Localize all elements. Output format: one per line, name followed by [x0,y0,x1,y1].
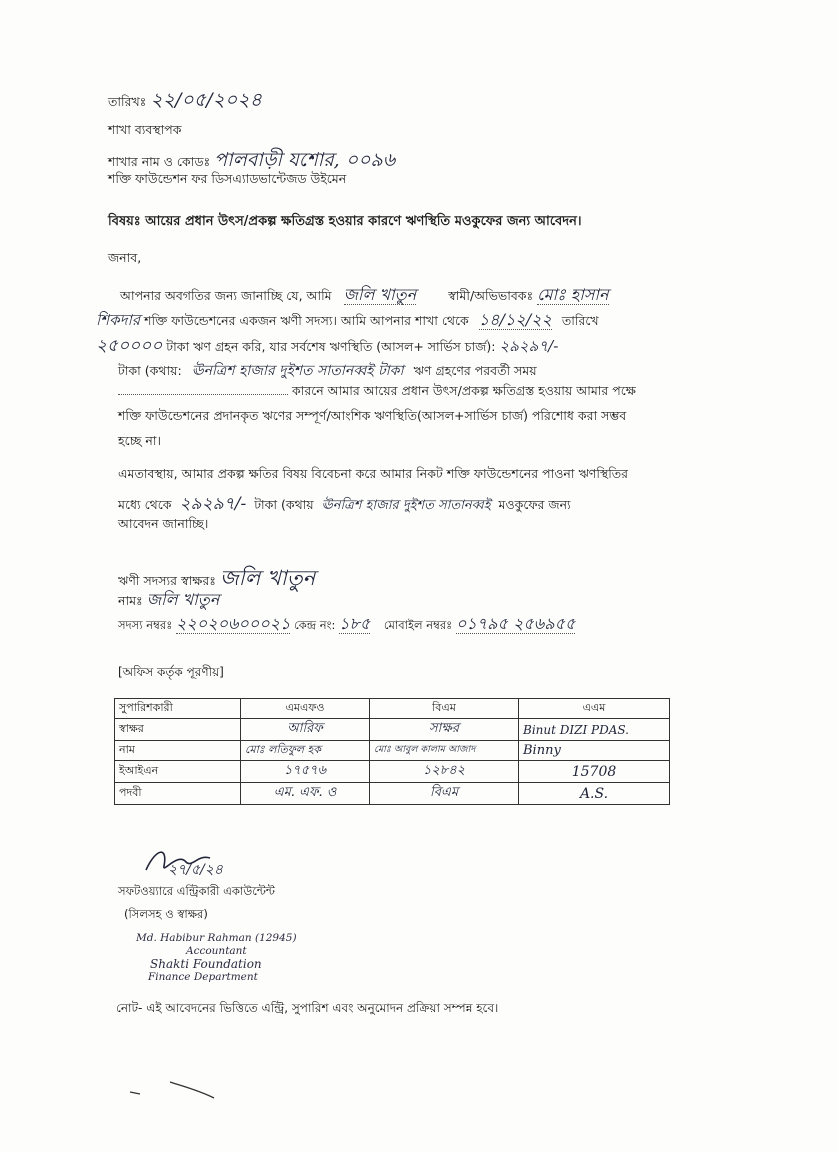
table-row [115,783,670,805]
para1-text-a: আপনার অবগতির জন্য জানাচ্ছি যে, আমি [120,288,332,303]
table-row [115,761,670,783]
member-id-label: সদস্য নম্বরঃ [118,618,173,632]
para1-line7: হচ্ছে না। [118,433,161,448]
loan-amount-handwritten: ২৫০০০০ [96,336,163,356]
recommendation-table [114,698,670,805]
member-ids-row [118,611,575,638]
pen-mark [120,1076,220,1106]
reason-blank [118,383,288,395]
branch-value: পালবাড়ী যশোর, ০০৯৬ [214,149,396,171]
balance-handwritten: ২৯২৯৭/- [499,337,559,355]
seal-note: (সিলসহ ও স্বাক্ষর) [124,907,208,921]
para1-line3 [96,333,558,361]
para1-line2 [96,307,599,334]
stamp-org: Shakti Foundation [150,957,262,971]
row-label: পদবী [115,783,241,805]
stamp-role: Accountant [186,945,247,957]
recipient-title: শাখা ব্যবস্থাপক [108,122,182,137]
member-signature: জলি খাতুন [219,566,316,590]
mfo-designation: এম. এফ. ও [241,783,370,805]
accountant-signature: ২৭/৫/২৪ [168,862,223,878]
row-label: ইআইএন [115,761,241,783]
para1-text-f: টাকা (কথায়: [118,363,182,378]
waive-words-handwritten: ঊনত্রিশ হাজার দুইশত সাতানব্বই [321,498,491,513]
guardian-surname-handwritten: শিকদার [96,311,141,329]
footer-note: নোট- এই আবেদনের ভিত্তিতে এন্ট্রি, সুপারিশ এবং অনুমোদন প্রক্রিয়া সম্পন্ন হবে। [116,1001,499,1015]
date-value: ২২/০৫/২০২৪ [150,89,262,111]
para2-text-c: টাকা (কথায় [254,497,314,512]
am-designation: A.S. [519,783,670,805]
member-name-row [118,587,219,614]
para1-text-d: তারিখে [561,313,599,328]
center-label: কেন্দ্র নং: [294,618,336,632]
waive-amount-handwritten: ২৯২৯৭/- [179,494,247,514]
table-row [115,741,670,761]
mfo-name: মোঃ লতিফুল হক [241,741,370,761]
member-name-handwritten: জলি খাতুন [343,285,417,304]
balance-words-handwritten: ঊনত্রিশ হাজার দুইশত সাতানব্বই টাকা [191,363,404,379]
bm-name: মোঃ আবুল কালাম আজাদ [370,741,519,761]
stamp-dept: Finance Department [148,971,258,983]
mobile-value: ০১৭৯৫ ২৫৬৯৫৫ [455,614,576,633]
header-cell: এমএফও [241,699,370,719]
header-cell: বিএম [370,699,519,719]
accountant-stamp [136,932,297,984]
am-name: Binny [519,741,670,761]
para1-line4 [118,359,537,383]
office-note: [অফিস কর্তৃক পূরণীয়] [118,665,224,679]
branch-label: শাখার নাম ও কোডঃ [108,154,211,169]
table-header-row [115,699,670,719]
para1-text-e: টাকা ঋণ গ্রহন করি, যার সর্বশেষ ঋণস্থিতি (আসল+ সার্ভিস চার্জ): [166,339,496,354]
center-value: ১৮৫ [339,614,371,633]
date-row [108,86,262,118]
mobile-label: মোবাইল নম্বরঃ [383,618,453,632]
mfo-ein: ১৭৫৭৬ [241,761,370,783]
para1-text-h: কারনে আমার আয়ের প্রধান উৎস/প্রকল্প ক্ষতিগ্রস্ত হওয়ায় আমার পক্ষে [291,383,636,398]
member-signature-label: ঋণী সদস্যর স্বাক্ষরঃ [118,573,216,588]
member-id-value: ২২০২০৬০০০২১ [175,614,291,633]
mfo-signature: আরিফ [241,719,370,741]
header-cell: এএম [519,699,670,719]
para2-line1: এমতাবস্থায়, আমার প্রকল্প ক্ষতির বিষয় বিবেচনা করে আমার নিকট শক্তি ফাউন্ডেশনের পাওনা ঋণস্থিতির [118,466,629,481]
loan-date-handwritten: ১৪/১২/২২ [478,310,552,329]
para2-text-d: মওকুফের জন্য [498,497,571,512]
organization-name: শক্তি ফাউন্ডেশন ফর ডিসএ্যাডভান্টেজড উইমেন [108,171,347,186]
guardian-handwritten: মোঃ হাসান [537,285,609,304]
stamp-name: Md. Habibur Rahman (12945) [136,932,297,944]
row-label: নাম [115,741,241,761]
subject-line: বিষয়ঃ আয়ের প্রধান উৎস/প্রকল্প ক্ষতিগ্রস্ত হওয়ার কারণে ঋণস্থিতি মওকুফের জন্য আবেদন। [108,214,582,229]
header-cell: সুপারিশকারী [115,699,241,719]
date-label: তারিখঃ [108,94,147,109]
bm-signature: সাক্ষর [370,719,519,741]
para1-text-g: ঋণ গ্রহণের পরবর্তী সময় [413,363,537,378]
am-signature: Binut DIZI PDAS. [519,719,670,741]
bm-designation: বিএম [370,783,519,805]
salutation: জনাব, [108,250,142,265]
para1-text-b: স্বামী/অভিভাবকঃ [448,288,534,303]
am-ein: 15708 [519,761,670,783]
para1-line1 [120,282,609,309]
para2-line3: আবেদন জানাচ্ছি। [118,516,209,531]
para1-line5 [118,383,636,403]
table-row [115,719,670,741]
member-name-label: নামঃ [118,593,143,608]
para2-line2 [118,491,571,519]
member-name-value: জলি খাতুন [146,590,220,609]
row-label: স্বাক্ষর [115,719,241,741]
accountant-signature-scribble [138,840,218,880]
bm-ein: ১২৮৪২ [370,761,519,783]
para1-text-c: শক্তি ফাউন্ডেশনের একজন ঋণী সদস্য। আমি আপনার শাখা থেকে [144,313,469,328]
para1-line6: শক্তি ফাউন্ডেশনের প্রদানকৃত ঋণের সম্পূর্ণ/আংশিক ঋণস্থিতি(আসল+সার্ভিস চার্জ) পরিশোধ করা সম্ভব [118,408,627,423]
para2-text-b: মধ্যে থেকে [118,497,172,512]
accountant-title: সফটওয়্যারে এন্ট্রিকারী একাউন্টেন্ট [118,884,275,898]
